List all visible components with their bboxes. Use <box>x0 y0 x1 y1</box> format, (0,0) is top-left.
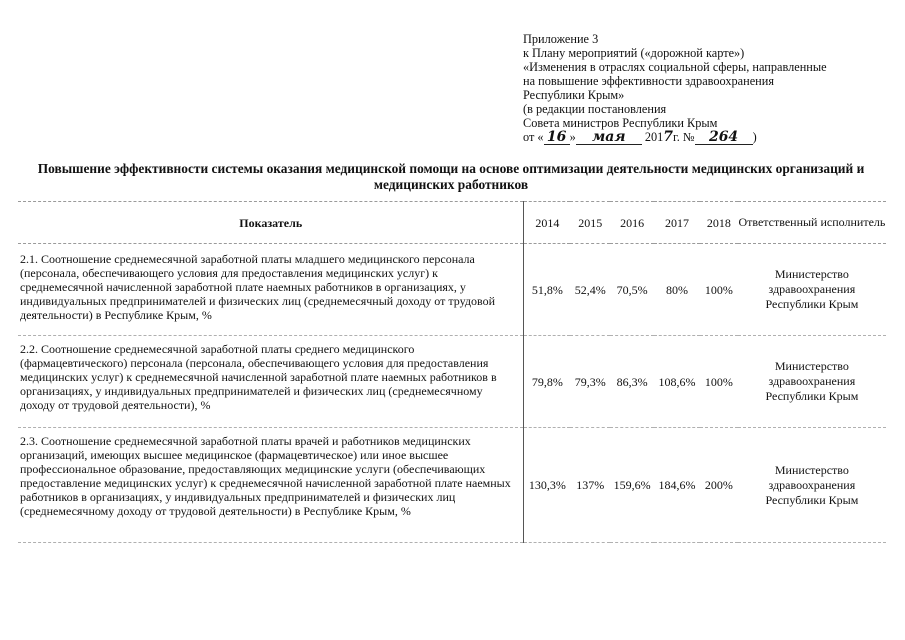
responsible-cell: Министерство здравоохранения Республики Крым <box>738 336 886 428</box>
header-2016: 2016 <box>610 202 654 244</box>
responsible-cell: Министерство здравоохранения Республики Крым <box>738 244 886 336</box>
date-year-digit-handwritten: 7 <box>663 129 674 145</box>
annex-line-5: Республики Крым» <box>523 88 625 102</box>
header-2015: 2015 <box>570 202 610 244</box>
date-day-handwritten: 16 <box>544 131 570 145</box>
annex-date-line <box>523 130 893 145</box>
table-header-row <box>18 202 886 244</box>
value-2017: 80% <box>654 244 700 336</box>
document-title: Повышение эффективности системы оказания медицинской помощи на основе оптимизации деятельности медицинских организаций и медицинских работников <box>37 161 865 192</box>
value-2014: 130,3% <box>524 428 570 543</box>
date-year-prefix: 201 <box>641 130 664 144</box>
annex-line-4: на повышение эффективности здравоохранения <box>523 74 774 88</box>
value-2017: 184,6% <box>654 428 700 543</box>
value-2015: 52,4% <box>570 244 610 336</box>
annex-line-3: «Изменения в отраслях социальной сферы, направленные <box>523 60 827 74</box>
value-2016: 159,6% <box>610 428 654 543</box>
date-mid: » <box>569 130 576 144</box>
date-prefix: от « <box>523 130 544 144</box>
value-2016: 86,3% <box>610 336 654 428</box>
header-indicator: Показатель <box>18 202 524 244</box>
table-row <box>18 244 886 336</box>
responsible-cell: Министерство здравоохранения Республики Крым <box>738 428 886 543</box>
value-2014: 79,8% <box>524 336 570 428</box>
value-2015: 137% <box>570 428 610 543</box>
date-month-handwritten: мая <box>576 131 642 145</box>
header-2018: 2018 <box>700 202 738 244</box>
annex-line-6: (в редакции постановления <box>523 102 667 116</box>
value-2018: 100% <box>700 244 738 336</box>
table-row <box>18 336 886 428</box>
annex-line-7: Совета министров Республики Крым <box>523 116 718 130</box>
date-close: ) <box>752 130 757 144</box>
indicator-cell: 2.2. Соотношение среднемесячной заработной платы среднего медицинского (фармацевтического) персонала (персонала, обеспечивающего условия для предоставления медицинских услуг) к среднемесячной начисленной заработной плате наемных работников в организациях, у индивидуальных предпринимателей и физических лиц (среднемесячному доходу от трудовой деятельности), % <box>18 336 524 428</box>
value-2018: 100% <box>700 336 738 428</box>
annex-line-2: к Плану мероприятий («дорожной карте») <box>523 46 745 60</box>
date-year-suffix: г. № <box>673 130 695 144</box>
header-responsible: Ответственный исполнитель <box>738 202 886 244</box>
value-2014: 51,8% <box>524 244 570 336</box>
value-2016: 70,5% <box>610 244 654 336</box>
table-row <box>18 428 886 543</box>
resolution-number-handwritten: 264 <box>695 131 753 145</box>
annex-header <box>523 32 893 145</box>
header-2017: 2017 <box>654 202 700 244</box>
indicator-cell: 2.3. Соотношение среднемесячной заработной платы врачей и работников медицинских организаций, имеющих высшее медицинское (фармацевтическое) или иное высшее профессиональное образование, предоставляющих медицинские услуги (обеспечивающих предоставление медицинских услуг) к среднемесячной начисленной заработной плате наемных работников в организациях, у индивидуальных предпринимателей и физических лиц (среднемесячному доходу от трудовой деятельности) в Республике Крым, % <box>18 428 524 543</box>
header-2014: 2014 <box>524 202 570 244</box>
value-2017: 108,6% <box>654 336 700 428</box>
annex-line-1: Приложение 3 <box>523 32 599 46</box>
indicator-cell: 2.1. Соотношение среднемесячной заработной платы младшего медицинского персонала (персонала, обеспечивающего условия для предоставления медицинских услуг) к среднемесячной начисленной заработной плате наемных работников в организациях, у индивидуальных предпринимателей и физических лиц (среднемесячный доходу от трудовой деятельности) в Республике Крым, % <box>18 244 524 336</box>
value-2015: 79,3% <box>570 336 610 428</box>
indicators-table <box>18 201 886 543</box>
value-2018: 200% <box>700 428 738 543</box>
